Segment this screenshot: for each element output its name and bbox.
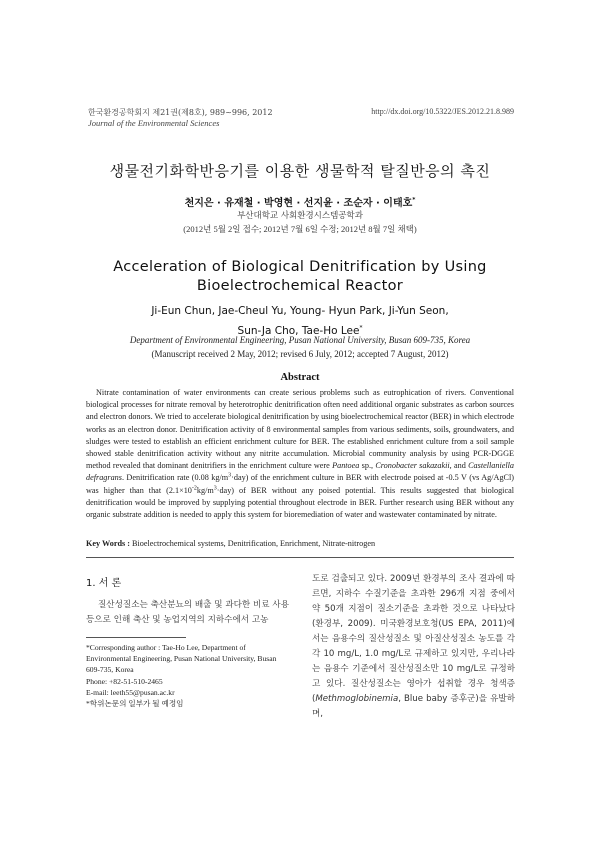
intro-right-column: 도로 검출되고 있다. 2009년 환경부의 조사 결과에 따르면, 지하수 수질기준을 초과한 296개 지점 중에서 약 50개 지점이 질소기준을 초과한 것으로 나타났다(환경부, 2009). 미국환경보호청(US EPA, 2011)에서는 음용수의 질산성질소 및 아질산성질소 농도를 각각 10 mg/L, 1.0 mg/L로 규제하고 있지만, 우리나라는 음용수 기준에서 질산성질소만 10 mg/L로 규정하고 있다. 질산성질소는 영아가 섭취할 경우 청색증(Methmoglobinemia, Blue baby 증후군)을 유발하며,: [312, 574, 515, 719]
corresponding-mark-en: *: [359, 324, 363, 332]
journal-header: [88, 107, 273, 129]
footnote-note: *학위논문의 일부가 될 예정임: [86, 699, 184, 709]
divider: [86, 557, 514, 558]
korean-title: 생물전기화학반응기를 이용한 생물학적 탈질반응의 촉진: [109, 162, 491, 180]
korean-affiliation: 부산대학교 사회환경시스템공학과: [237, 211, 363, 221]
doi-link[interactable]: http://dx.doi.org/10.5322/JES.2012.21.8.989: [371, 107, 514, 116]
footnote-divider: [86, 637, 186, 638]
footnote-corresponding: *Corresponding author : Tae-Ho Lee, Department of Environmental Engineering, Pusan National University, Busan 609-735, Korea: [86, 643, 277, 675]
abstract-heading: Abstract: [280, 372, 320, 383]
korean-authors: 천지은 · 유재철 · 박영현 · 선지윤 · 조순자 · 이태호*: [184, 196, 416, 209]
english-dates: (Manuscript received 2 May, 2012; revised 6 July, 2012; accepted 7 August, 2012): [151, 349, 449, 359]
english-authors: Ji-Eun Chun, Jae-Cheul Yu, Young- Hyun Park, Ji-Yun Seon, Sun-Ja Cho, Tae-Ho Lee*: [151, 305, 449, 337]
english-affiliation: Department of Environmental Engineering, Pusan National University, Busan 609-735, Korea: [129, 335, 471, 345]
intro-left-column: 질산성질소는 축산분뇨의 배출 및 과다한 비료 사용 등으로 인해 축산 및 농업지역의 지하수에서 고농: [86, 600, 289, 625]
korean-dates: (2012년 5월 2일 접수; 2012년 7월 6일 수정; 2012년 8월 7일 채택): [183, 224, 417, 234]
footnote-phone: Phone: +82-51-510-2465: [86, 676, 163, 686]
keywords: Key Words : Bioelectrochemical systems, Denitrification, Enrichment, Nitrate-nitrogen: [86, 539, 376, 548]
abstract-body: Nitrate contamination of water environments can create serious problems such as eutrophication of rivers. Conventional biological processes for nitrate removal by heterotrophic denitrification often need additional organic substrates as carbon sources and electron donors. We tried to accelerate biological denitrification by using bioelectrochemical reactor (BER) in which electrode works as an electron donor. Denitrification activity of 8 environmental samples from various sediments, soils, groundwaters, and sludges were tested to establish an efficient enrichment culture for BER. The established enrichment culture from a soil sample showed stable denitrification activity without any nitrite accumulation. Microbial community analysis by using PCR-DGGE method revealed that dominant denitrifiers in the enrichment culture were Pantoea sp., Cronobacter sakazakii, and Castellaniella defragrans. Denitrification rate (0.08 $kg/m^3\cdot day$) of the enrichment culture in BER with electrode poised at -0.5 V (vs Ag/AgCl) was higher than that $(2.1\times 10^{-2}kg/m^3\cdot day)$ of BER without any poised potential. This results suggested that biological denitrification would be improved by supplying potential throughout electrode in BER. Further research using BER without any organic substrate addition is needed to apply this system for bioremediation of water and wastewater contaminated by nitrate.: [86, 388, 515, 520]
journal-name-english: Journal of the Environmental Sciences: [88, 118, 220, 128]
keywords-label: Key Words :: [86, 539, 130, 548]
corresponding-mark: *: [412, 196, 416, 204]
english-title: Acceleration of Biological Denitrification by Using Bioelectrochemical Reactor: [113, 259, 487, 294]
journal-name-korean: 한국환경공학회지 제21권(제8호), 989~996, 2012: [88, 108, 273, 117]
section-heading-intro: 1. 서 론: [86, 578, 122, 589]
footnote: [86, 642, 291, 709]
footnote-email: E-mail: leeth55@pusan.ac.kr: [86, 687, 175, 697]
